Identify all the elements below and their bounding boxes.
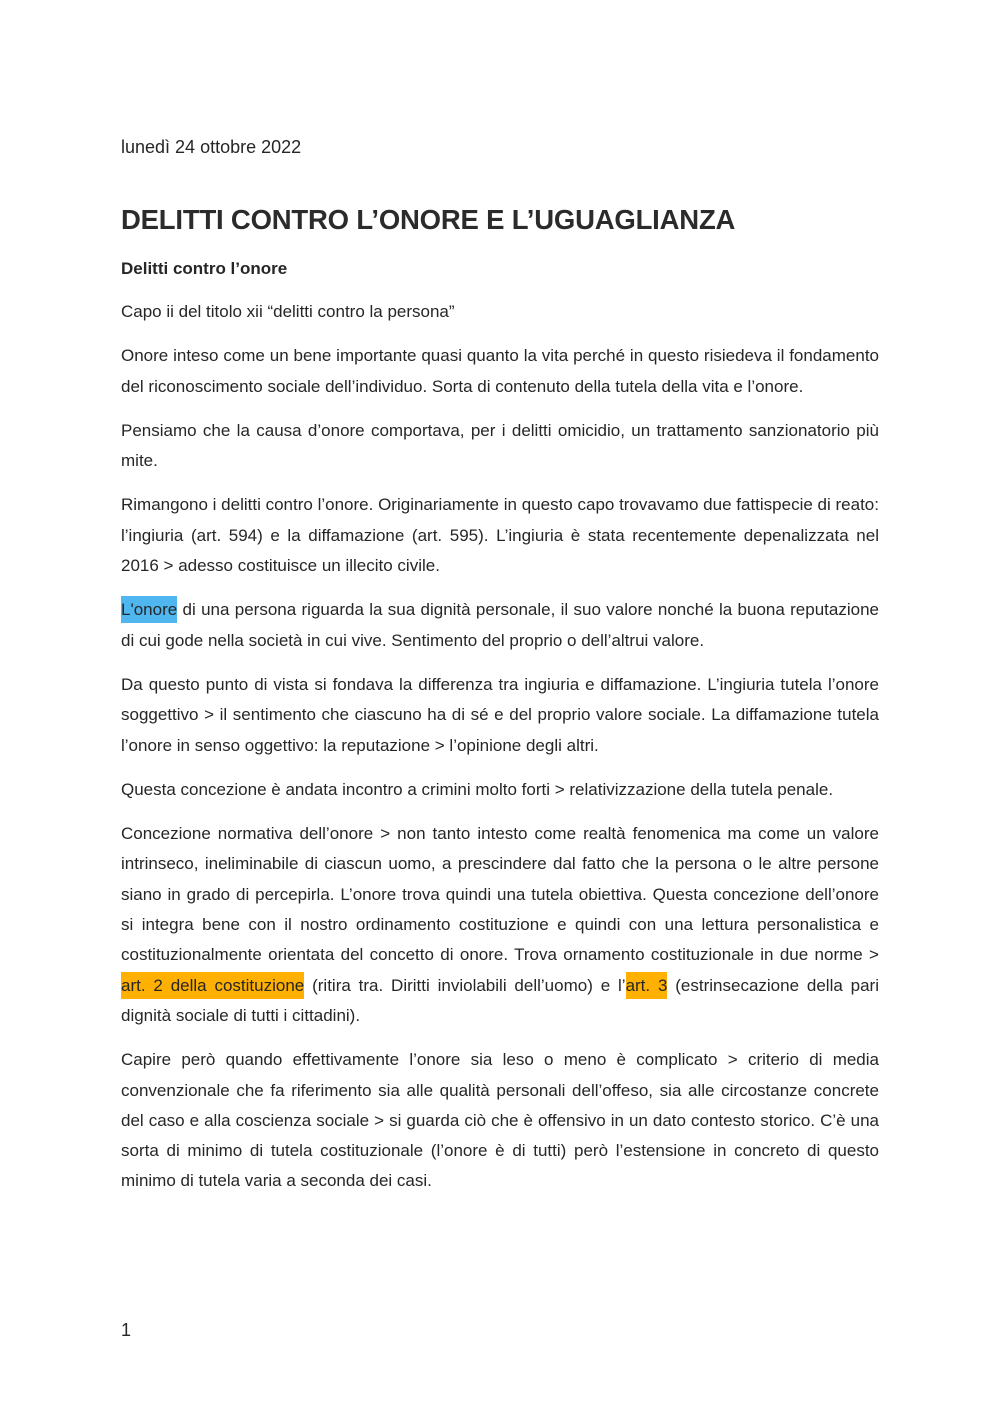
- paragraph-delitti-onore: Rimangono i delitti contro l’onore. Originariamente in questo capo trovavamo due fattispecie di reato: l’ingiuria (art. 594) e la diffamazione (art. 595). L’ingiuria è stata recentemente depenalizzata nel 2016 > adesso costituisce un illecito civile.: [121, 495, 879, 576]
- paragraph-text: (ritira tra. Diritti inviolabili dell’uomo) e l’: [304, 975, 626, 995]
- document-date: lunedì 24 ottobre 2022: [121, 137, 302, 157]
- paragraph-concezione: Questa concezione è andata incontro a crimini molto forti > relativizzazione della tutela penale.: [121, 779, 834, 799]
- section-heading: Delitti contro l’onore: [121, 259, 288, 278]
- paragraph-definizione-onore: [121, 595, 879, 656]
- page-title: DELITTI CONTRO L’ONORE E L’UGUAGLIANZA: [121, 204, 736, 235]
- paragraph-onore-bene: Onore inteso come un bene importante quasi quanto la vita perché in questo risiedeva il fondamento del riconoscimento sociale dell’individuo. Sorta di contenuto della tutela della vita e l’onore.: [121, 346, 879, 396]
- document-body: [121, 297, 879, 1211]
- highlight-onore: L'onore: [121, 596, 177, 623]
- paragraph-capo: Capo ii del titolo xii “delitti contro la persona”: [121, 302, 455, 321]
- paragraph-ingiuria-diffamazione: Da questo punto di vista si fondava la differenza tra ingiuria e diffamazione. L’ingiuria tutela l’onore soggettivo > il sentimento che ciascuno ha di sé e del proprio valore sociale. La diffamazione tutela l’onore in senso oggettivo: la reputazione > l’opinione degli altri.: [121, 674, 879, 755]
- paragraph-criterio: Capire però quando effettivamente l’onore sia leso o meno è complicato > criterio di media convenzionale che fa riferimento sia alle qualità personali dell’offeso, sia alle circostanze concrete del caso e alla coscienza sociale > si guarda ciò che è offensivo in un dato contesto storico. C’è una sorta di minimo di tutela costituzionale (l’onore è di tutti) però l’estensione in concreto di questo minimo di tutela varia a seconda dei casi.: [121, 1050, 879, 1191]
- paragraph-text: (estrinsecazione della pari dignità sociale di tutti i cittadini).: [121, 975, 879, 1025]
- paragraph-concezione-normativa: [121, 819, 879, 1031]
- paragraph-text: di una persona riguarda la sua dignità personale, il suo valore nonché la buona reputazione di cui gode nella società in cui vive. Sentimento del proprio o dell’altrui valore.: [121, 600, 879, 650]
- highlight-art-2: art. 2 della costituzione: [121, 972, 304, 999]
- paragraph-causa-onore: Pensiamo che la causa d’onore comportava, per i delitti omicidio, un trattamento sanzionatorio più mite.: [121, 420, 879, 471]
- highlight-art-3: art. 3: [626, 972, 668, 999]
- page-number: 1: [121, 1320, 132, 1340]
- paragraph-text: Concezione normativa dell’onore > non tanto intesto come realtà fenomenica ma come un valore intrinseco, ineliminabile di ciascun uomo, a prescindere dal fatto che la persona o le altre persone siano in grado di percepirla. L’onore trova quindi una tutela obiettiva. Questa concezione dell’onore si integra bene con il nostro ordinamento costituzione e quindi con una lettura personalistica e costituzionalmente orientata del concetto di onore. Trova ornamento costituzionale in due norme >: [121, 824, 879, 965]
